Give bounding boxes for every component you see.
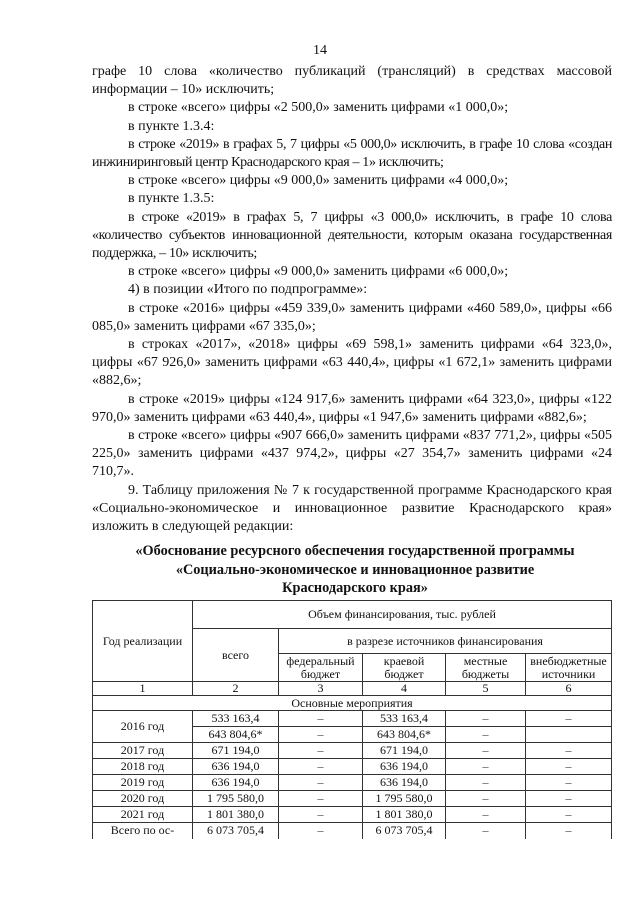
cell-local: – xyxy=(446,791,526,807)
paragraph: в строке «всего» цифры «2 500,0» заменить цифрами «1 000,0»; xyxy=(128,100,509,116)
cell-regional: 636 194,0 xyxy=(363,759,446,775)
cell-local: – xyxy=(446,743,526,759)
paragraph: в строках «2017», «2018» цифры «69 598,1» заменить цифрами «64 323,0», цифры «67 926,0» заменить цифрами «63 440,4», цифры «1 672,1» заменить цифрами «882,6»; xyxy=(92,337,612,389)
document-body xyxy=(92,63,612,536)
cell-year: 2016 год xyxy=(93,711,193,743)
column-number: 4 xyxy=(363,682,446,696)
paragraph: в пункте 1.3.5: xyxy=(128,191,215,207)
header-volume: Объем финансирования, тыс. рублей xyxy=(193,601,612,629)
table-row xyxy=(93,775,612,791)
header-by-source: в разрезе источников финансирования xyxy=(279,629,612,654)
cell-local: – xyxy=(446,759,526,775)
column-number: 5 xyxy=(446,682,526,696)
cell-federal: – xyxy=(279,727,363,743)
paragraph: в пункте 1.3.4: xyxy=(128,118,215,134)
cell-total: 1 795 580,0 xyxy=(193,791,279,807)
paragraph: в строке «2019» в графах 5, 7 цифры «5 000,0» исключить, в графе 10 слова «создан инжиниринговый центр Краснодарского края – 1» исключить; xyxy=(92,136,612,171)
paragraph: в строке «2019» в графах 5, 7 цифры «3 000,0» исключить, в графе 10 слова «количество субъектов инновационной деятельности, которым оказана государственная поддержка, – 10» исключить; xyxy=(92,209,612,262)
cell-federal: – xyxy=(279,807,363,823)
page-number: 14 xyxy=(313,43,327,58)
cell-total: 6 073 705,4 xyxy=(193,823,279,839)
column-number: 3 xyxy=(279,682,363,696)
paragraph: в строке «всего» цифры «9 000,0» заменить цифрами «4 000,0»; xyxy=(128,173,509,189)
cell-federal: – xyxy=(279,711,363,727)
cell-total: 533 163,4 xyxy=(193,711,279,727)
cell-extra: – xyxy=(526,743,612,759)
header-federal: федеральный бюджет xyxy=(279,654,363,682)
header-total: всего xyxy=(193,629,279,682)
cell-federal: – xyxy=(279,791,363,807)
paragraph: в строке «всего» цифры «9 000,0» заменить цифрами «6 000,0»; xyxy=(128,264,509,280)
cell-extra xyxy=(526,727,612,743)
funding-table xyxy=(92,600,612,839)
cell-regional: 1 795 580,0 xyxy=(363,791,446,807)
cell-extra: – xyxy=(526,759,612,775)
cell-regional: 533 163,4 xyxy=(363,711,446,727)
cell-year: 2021 год xyxy=(93,807,193,823)
cell-regional: 6 073 705,4 xyxy=(363,823,446,839)
cell-total: 1 801 380,0 xyxy=(193,807,279,823)
column-number: 2 xyxy=(193,682,279,696)
paragraph: в строке «всего» цифры «907 666,0» заменить цифрами «837 771,2», цифры «505 225,0» заменить цифрами «437 974,2», цифры «27 354,7» заменить цифрами «24 710,7». xyxy=(92,428,612,480)
column-number: 6 xyxy=(526,682,612,696)
paragraph: 9. Таблицу приложения № 7 к государственной программе Краснодарского края «Социально-экономическое и инновационное развитие Краснодарского края» изложить в следующей редакции: xyxy=(92,482,612,535)
cell-extra: – xyxy=(526,807,612,823)
heading-line: «Социально-экономическое и инновационное развитие xyxy=(175,561,535,578)
paragraph: в строке «2016» цифры «459 339,0» заменить цифрами «460 589,0», цифры «66 085,0» заменить цифрами «67 335,0»; xyxy=(92,300,612,334)
table-row xyxy=(93,791,612,807)
cell-local: – xyxy=(446,711,526,727)
cell-local: – xyxy=(446,807,526,823)
cell-extra: – xyxy=(526,823,612,839)
header-year: Год реализации xyxy=(93,601,193,682)
cell-local: – xyxy=(446,727,526,743)
table-row xyxy=(93,711,612,727)
table-row xyxy=(93,759,612,775)
cell-year: 2020 год xyxy=(93,791,193,807)
cell-year: Всего по ос- xyxy=(93,823,193,839)
table-row xyxy=(93,823,612,839)
section-title: Основные мероприятия xyxy=(93,696,612,711)
cell-federal: – xyxy=(279,775,363,791)
header-regional: краевой бюджет xyxy=(363,654,446,682)
cell-year: 2017 год xyxy=(93,743,193,759)
cell-total: 636 194,0 xyxy=(193,775,279,791)
cell-federal: – xyxy=(279,823,363,839)
cell-total: 636 194,0 xyxy=(193,759,279,775)
cell-regional: 1 801 380,0 xyxy=(363,807,446,823)
cell-local: – xyxy=(446,823,526,839)
cell-extra: – xyxy=(526,775,612,791)
column-number: 1 xyxy=(93,682,193,696)
cell-extra: – xyxy=(526,711,612,727)
header-local: местные бюджеты xyxy=(446,654,526,682)
cell-year: 2018 год xyxy=(93,759,193,775)
header-extrabudgetary: внебюджетные источники xyxy=(526,654,612,682)
cell-regional: 636 194,0 xyxy=(363,775,446,791)
table-row xyxy=(93,743,612,759)
cell-federal: – xyxy=(279,759,363,775)
cell-local: – xyxy=(446,775,526,791)
table-row xyxy=(93,807,612,823)
table-heading xyxy=(100,542,610,598)
cell-total: 643 804,6* xyxy=(193,727,279,743)
paragraph: в строке «2019» цифры «124 917,6» заменить цифрами «64 323,0», цифры «122 970,0» заменить цифрами «63 440,4», цифры «1 947,6» заменить цифрами «882,6»; xyxy=(92,391,612,425)
paragraph: графе 10 слова «количество публикаций (трансляций) в средствах массовой информации – 10» исключить; xyxy=(92,64,612,98)
heading-line: Краснодарского края» xyxy=(282,580,428,596)
cell-year: 2019 год xyxy=(93,775,193,791)
heading-line: «Обоснование ресурсного обеспечения государственной программы xyxy=(135,543,575,559)
cell-regional: 643 804,6* xyxy=(363,727,446,743)
paragraph: 4) в позиции «Итого по подпрограмме»: xyxy=(128,282,368,298)
cell-extra: – xyxy=(526,791,612,807)
cell-total: 671 194,0 xyxy=(193,743,279,759)
cell-regional: 671 194,0 xyxy=(363,743,446,759)
cell-federal: – xyxy=(279,743,363,759)
